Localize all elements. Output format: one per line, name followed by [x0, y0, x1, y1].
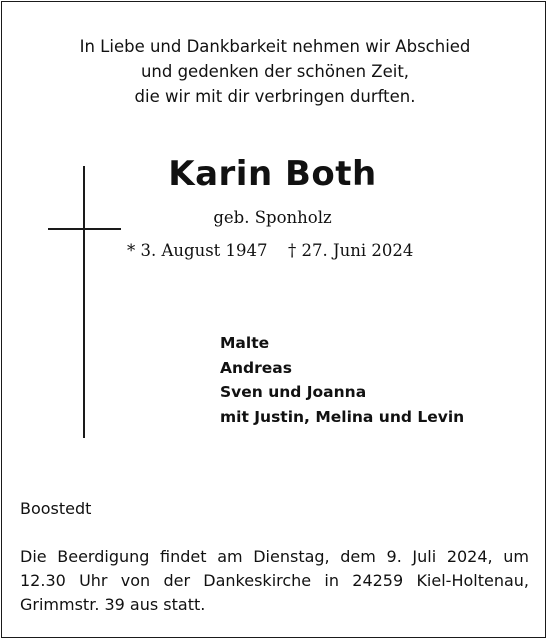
intro-text — [0, 34, 550, 109]
mourner: Sven und Joanna — [220, 383, 367, 401]
funeral-notice — [20, 545, 529, 617]
maiden-name: geb. Sponholz — [213, 208, 332, 227]
deceased-name: Karin Both — [168, 154, 377, 194]
mourner: Malte — [220, 334, 270, 352]
mourners-list — [220, 331, 464, 429]
mourner: mit Justin, Melina und Levin — [220, 407, 465, 426]
intro-line: die wir mit dir verbringen durften. — [134, 87, 416, 106]
mourner: Andreas — [220, 358, 292, 377]
funeral-line: Grimmstr. 39 aus statt. — [20, 595, 206, 614]
funeral-line: 12.30 Uhr von der Dankeskirche in 24259 Kiel-Holtenau, — [20, 571, 529, 590]
birth-date: * 3. August 1947 — [127, 241, 268, 260]
intro-line: In Liebe und Dankbarkeit nehmen wir Abschied — [79, 37, 471, 56]
death-date: † 27. Juni 2024 — [288, 241, 414, 260]
funeral-line: Die Beerdigung findet am Dienstag, dem 9. Juli 2024, um — [20, 547, 529, 566]
place-name: Boostedt — [20, 499, 92, 518]
intro-line: und gedenken der schönen Zeit, — [140, 62, 410, 81]
